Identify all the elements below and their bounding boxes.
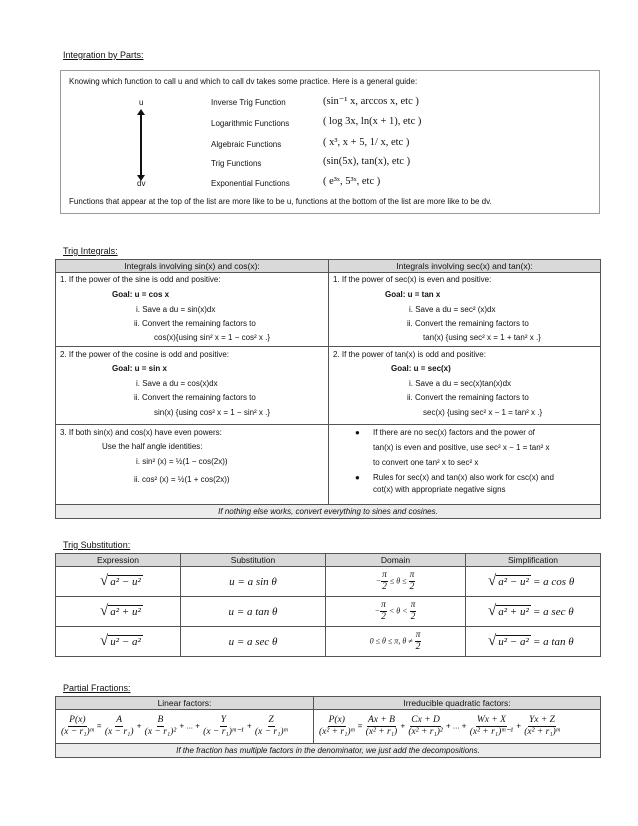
bullet-text: to convert one tan² x to sec² x <box>373 458 479 467</box>
cell-conversion: sec(x) {using sec² x − 1 = tan² x .} <box>423 408 543 417</box>
cell-conversion: sin(x) {using cos² x = 1 − sin² x .} <box>154 408 271 417</box>
bullet-text: cot(x) with appropriate negative signs <box>373 485 506 494</box>
sub-header: Simplification <box>466 554 601 567</box>
pf-col-quadratic: Irreducible quadratic factors: <box>314 697 601 710</box>
cell-step-ii: ii. Convert the remaining factors to <box>134 319 256 328</box>
cell-conversion: tan(x) {using sec² x = 1 + tan² x .} <box>423 333 541 342</box>
ibp-row-name: Inverse Trig Function <box>211 98 286 107</box>
sub-table <box>55 553 601 657</box>
trig-footer: If nothing else works, convert everything to sines and cosines. <box>56 505 601 519</box>
trig-cell-r2 <box>329 347 601 425</box>
table-row <box>56 567 601 597</box>
pf-col-linear: Linear factors: <box>56 697 314 710</box>
trig-cell-l2 <box>56 347 329 425</box>
cell-heading: 3. If both sin(x) and cos(x) have even powers: <box>60 428 222 437</box>
cell-heading: 1. If the power of the sine is odd and positive: <box>60 275 221 284</box>
sub-substitution: u = a sin θ <box>181 567 326 597</box>
pf-fraction: $\frac{B}{\text{(x − r₁)²}}$ <box>144 715 177 737</box>
trig-col-sec-tan: Integrals involving sec(x) and tan(x): <box>329 260 601 273</box>
bullet-icon: ● <box>355 473 360 482</box>
sub-expression: √ a² − u² <box>56 567 181 597</box>
sub-simplification: √ a² + u² = a sec θ <box>466 597 601 627</box>
cell-conversion: cos(x){using sin² x = 1 − cos² x .} <box>154 333 271 342</box>
trig-col-sin-cos: Integrals involving sin(x) and cos(x): <box>56 260 329 273</box>
bullet-icon: ● <box>355 428 360 437</box>
bullet-text: tan(x) is even and positive, use sec² x − 1 = tan² x <box>373 443 550 452</box>
cell-goal: Goal: u = sin x <box>112 364 167 373</box>
pf-fraction: $\frac{Z}{\text{(x − r₁)ᵐ}}$ <box>254 715 288 737</box>
cell-step-i: i. Save a du = sec(x)tan(x)dx <box>409 379 512 388</box>
cell-step-ii: ii. Convert the remaining factors to <box>407 319 529 328</box>
ibp-row-name: Trig Functions <box>211 159 262 168</box>
pf-title: Partial Fractions: <box>63 683 131 693</box>
cell-step-i: i. Save a du = sin(x)dx <box>136 305 216 314</box>
table-row <box>56 627 601 657</box>
trig-table <box>55 259 601 519</box>
cell-goal: Goal: u = cos x <box>112 290 170 299</box>
ibp-footer: Functions that appear at the top of the list are more like to be u, functions at the bottom of the list are more like to be dv. <box>69 197 492 206</box>
sub-expression: √ a² + u² <box>56 597 181 627</box>
ibp-row-example: (sin(5x), tan(x), etc ) <box>323 156 411 167</box>
sub-substitution: u = a sec θ <box>181 627 326 657</box>
trig-cell-l1 <box>56 273 329 347</box>
cell-step-ii: ii. Convert the remaining factors to <box>407 393 529 402</box>
pf-table <box>55 696 601 758</box>
sub-substitution: u = a tan θ <box>181 597 326 627</box>
pf-fraction: $\frac{A}{\text{(x − r₁)}}$ <box>104 715 134 737</box>
up-down-arrow-icon <box>140 113 142 177</box>
bullet-text: If there are no sec(x) factors and the power of <box>373 428 535 437</box>
sub-domain: 0 ≤ θ ≤ π, θ ≠ $\frac{\pi}{2}$ <box>326 627 466 657</box>
ibp-row-name: Algebraic Functions <box>211 140 282 149</box>
pf-fraction: $\frac{Y}{\text{(x − r₁)ᵐ⁻¹}}$ <box>203 715 244 737</box>
ibp-row-example: ( e³ˣ, 5³ˣ, etc ) <box>323 176 381 187</box>
pf-quadratic-decomposition: $\frac{P(x)}{\text{(x² + r₁)ᵐ}}$ = $\frac{Ax + B}{\text{(x² + r₁)}}$ + $\frac{Cx + D}{\text{(x² + r₁)²}}$ + ... + $\frac{Wx + X}{\text{(x² + r₁)ᵐ⁻¹}}$ + $\frac{Yx + Z}{\text{(x² + r₁)ᵐ}}$ <box>314 710 601 744</box>
trig-cell-r1 <box>329 273 601 347</box>
ibp-u-label: u <box>139 98 144 107</box>
pf-footer: If the fraction has multiple factors in the denominator, we just add the decompositions. <box>56 744 601 758</box>
cell-step-ii: ii. cos² (x) = ½(1 + cos(2x)) <box>134 475 230 484</box>
sub-header: Expression <box>56 554 181 567</box>
pf-fraction: $\frac{Yx + Z}{\text{(x² + r₁)ᵐ}}$ <box>524 715 560 737</box>
sub-header: Substitution <box>181 554 326 567</box>
ibp-title: Integration by Parts: <box>63 50 144 60</box>
ibp-row-example: ( x³, x + 5, 1/ x, etc ) <box>323 137 410 148</box>
pf-fraction: $\frac{P(x)}{\text{(x² + r₁)ᵐ}}$ <box>319 715 355 737</box>
sub-simplification: √ a² − u² = a cos θ <box>466 567 601 597</box>
pf-linear-decomposition: $\frac{P(x)}{\text{(x − r₁)ᵐ}}$ = $\frac{A}{\text{(x − r₁)}}$ + $\frac{B}{\text{(x − r₁)²}}$ + ... + $\frac{Y}{\text{(x − r₁)ᵐ⁻¹}}$ + $\frac{Z}{\text{(x − r₁)ᵐ}}$ <box>56 710 314 744</box>
sub-header: Domain <box>326 554 466 567</box>
cell-step-ii: ii. Convert the remaining factors to <box>134 393 256 402</box>
sub-expression: √ u² − a² <box>56 627 181 657</box>
pf-fraction: $\frac{Cx + D}{\text{(x² + r₁)²}}$ <box>408 715 443 737</box>
cell-heading: 2. If the power of the cosine is odd and positive: <box>60 350 229 359</box>
pf-fraction: $\frac{Wx + X}{\text{(x² + r₁)ᵐ⁻¹}}$ <box>469 715 514 737</box>
sub-domain: − $\frac{\pi}{2}$ < θ < $\frac{\pi}{2}$ <box>326 597 466 627</box>
bullet-text: Rules for sec(x) and tan(x) also work for csc(x) and <box>373 473 554 482</box>
cell-step-i: i. Save a du = cos(x)dx <box>136 379 218 388</box>
ibp-row-name: Logarithmic Functions <box>211 119 290 128</box>
cell-heading: 1. If the power of sec(x) is even and positive: <box>333 275 492 284</box>
cell-step-i: i. Save a du = sec² (x)dx <box>409 305 496 314</box>
ibp-intro: Knowing which function to call u and which to call dv takes some practice. Here is a general guide: <box>69 77 418 86</box>
ibp-box <box>60 70 600 214</box>
cell-heading: 2. If the power of tan(x) is odd and positive: <box>333 350 486 359</box>
trig-cell-r3 <box>329 425 601 505</box>
table-row <box>56 597 601 627</box>
sub-domain: − $\frac{\pi}{2}$ ≤ θ ≤ $\frac{\pi}{2}$ <box>326 567 466 597</box>
pf-fraction: $\frac{Ax + B}{\text{(x² + r₁)}}$ <box>365 715 398 737</box>
ibp-dv-label: dv <box>137 179 146 188</box>
cell-step-i: i. sin² (x) = ½(1 − cos(2x)) <box>136 457 228 466</box>
trig-cell-l3 <box>56 425 329 505</box>
ibp-row-example: (sin⁻¹ x, arccos x, etc ) <box>323 96 419 107</box>
cell-subheading: Use the half angle identities: <box>102 442 203 451</box>
ibp-row-example: ( log 3x, ln(x + 1), etc ) <box>323 116 422 127</box>
cell-goal: Goal: u = sec(x) <box>391 364 451 373</box>
arrow-up-head <box>137 109 145 115</box>
cell-goal: Goal: u = tan x <box>385 290 441 299</box>
sub-title: Trig Substitution: <box>63 540 131 550</box>
trig-title: Trig Integrals: <box>63 246 118 256</box>
ibp-row-name: Exponential Functions <box>211 179 290 188</box>
sub-simplification: √ u² − a² = a tan θ <box>466 627 601 657</box>
pf-fraction: $\frac{P(x)}{\text{(x − r₁)ᵐ}}$ <box>61 715 94 737</box>
